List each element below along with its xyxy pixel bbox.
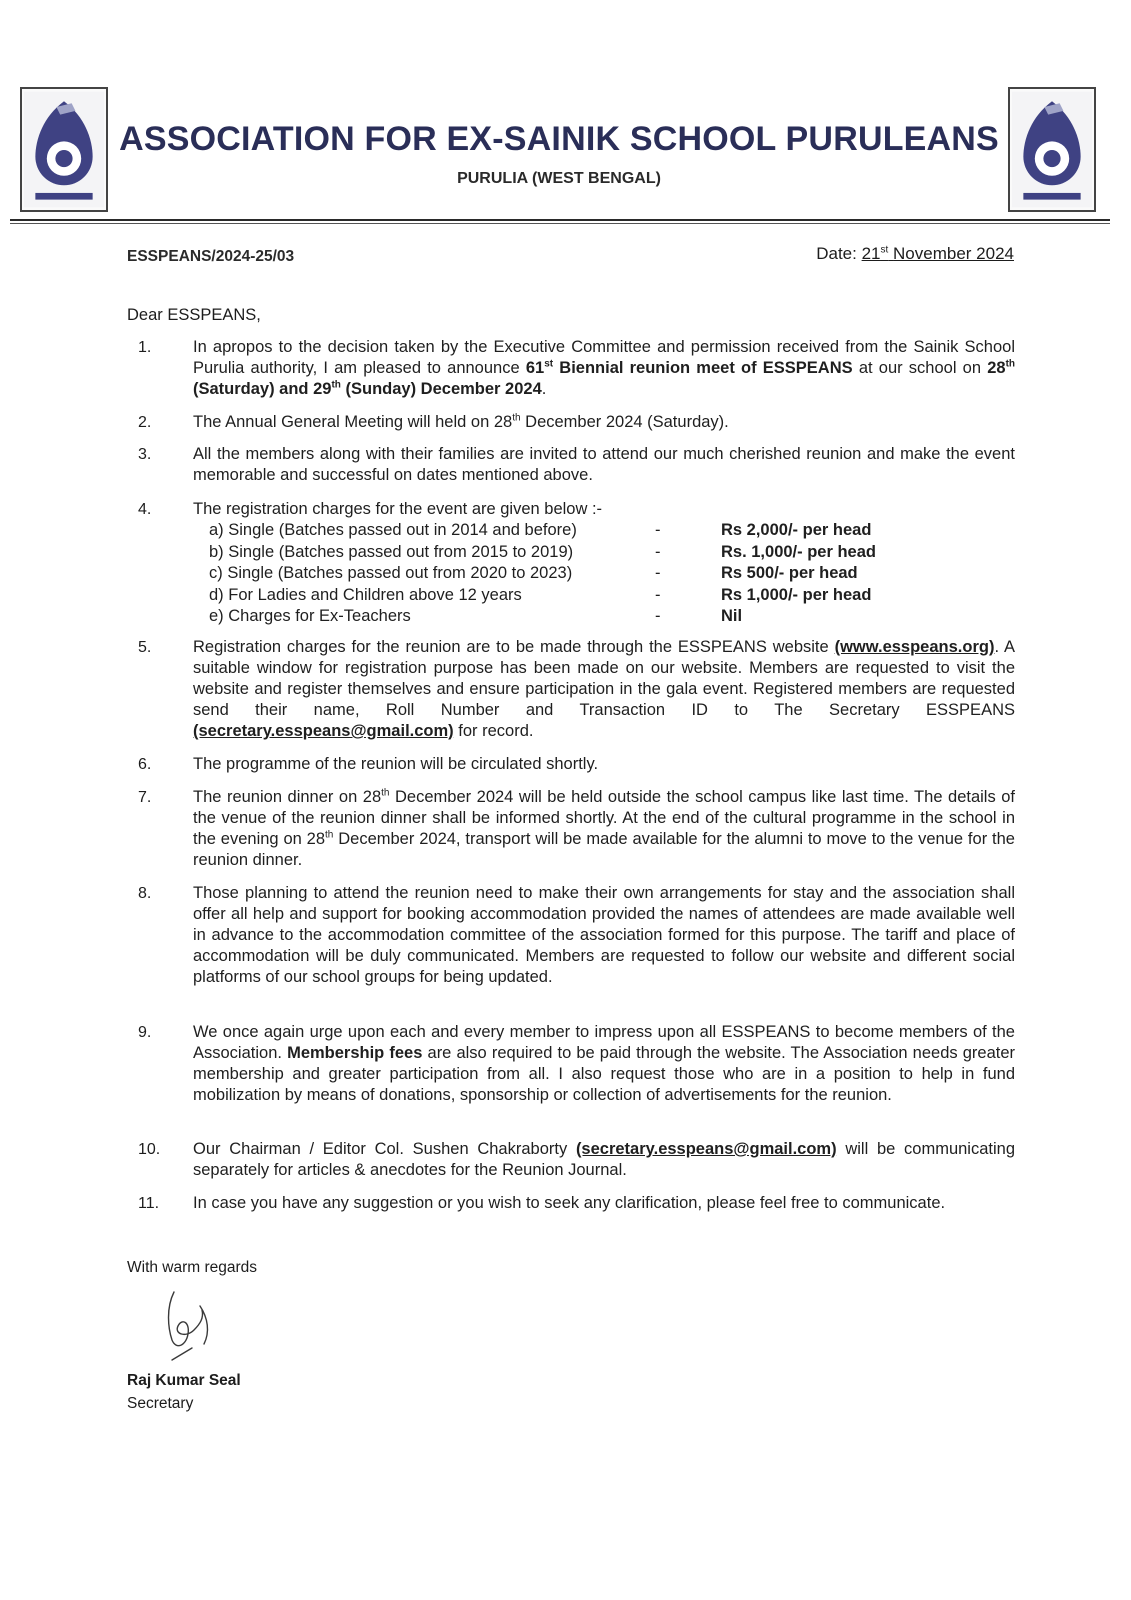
fee-label: a) Single (Batches passed out in 2014 and before) [209, 521, 577, 539]
item-text: The Annual General Meeting will held on 28th December 2024 (Saturday). [193, 412, 729, 431]
fee-row [193, 542, 1015, 564]
emblem-logo-left-icon [22, 89, 106, 210]
item-number: 11. [138, 1195, 160, 1212]
emblem-logo-right-icon [1010, 89, 1094, 210]
item-number: 9. [138, 1024, 152, 1041]
fee-dash: - [655, 564, 661, 582]
item-number: 8. [138, 885, 152, 902]
organization-location: PURULIA (WEST BENGAL) [457, 170, 661, 187]
secretary-email-link[interactable]: (secretary.esspeans@gmail.com) [193, 722, 454, 740]
signer-title: Secretary [127, 1395, 194, 1412]
item-number: 5. [138, 639, 152, 656]
fee-dash: - [655, 521, 661, 539]
website-link[interactable]: (www.esspeans.org) [834, 638, 995, 656]
item-number: 6. [138, 756, 152, 773]
date-value: 21st November 2024 [861, 244, 1014, 263]
signature-icon [152, 1288, 222, 1363]
item-number: 2. [138, 414, 152, 431]
fee-label: c) Single (Batches passed out from 2020 to 2023) [209, 564, 573, 582]
signer-name: Raj Kumar Seal [127, 1372, 241, 1389]
item-text: Those planning to attend the reunion need to make their own arrangements for stay and the association shall offer all help and support for booking accommodation provided the names of attendees are made available well in advance to the accommodation committee of the association formed for this purpose. The tariff and place of accommodation will be duly communicated. Members are requested to follow our website and different social platforms of our school groups for being updated. [193, 884, 1015, 986]
emblem-logo-right [1008, 87, 1096, 212]
fee-amount: Rs. 1,000/- per head [721, 542, 876, 561]
fee-dash: - [655, 585, 661, 604]
fee-amount: Rs 1,000/- per head [721, 585, 872, 604]
fee-row [193, 563, 1015, 585]
letter-date [700, 244, 1014, 264]
fee-amount: Nil [721, 607, 743, 625]
item-number: 1. [138, 339, 152, 356]
closing-regards: With warm regards [127, 1259, 258, 1276]
letterhead-divider [10, 219, 1110, 221]
item-number: 4. [138, 501, 152, 518]
fee-dash: - [655, 542, 661, 561]
fee-intro: The registration charges for the event are given below :- [193, 500, 603, 518]
date-label: Date: [816, 244, 857, 263]
fee-label: d) For Ladies and Children above 12 years [209, 585, 522, 604]
fee-label: e) Charges for Ex-Teachers [209, 607, 411, 625]
organization-name: ASSOCIATION FOR EX-SAINIK SCHOOL PURULEANS [119, 120, 999, 158]
item-text: Our Chairman / Editor Col. Sushen Chakraborty (secretary.esspeans@gmail.com) will be communicating separately for articles & anecdotes for the Reunion Journal. [193, 1140, 1015, 1179]
salutation: Dear ESSPEANS, [127, 306, 261, 324]
fee-row [193, 585, 1015, 607]
item-number: 7. [138, 789, 152, 806]
fee-table [193, 520, 1015, 628]
item-text: In case you have any suggestion or you wish to seek any clarification, please feel free to communicate. [193, 1194, 946, 1212]
item-text: All the members along with their families are invited to attend our much cherished reunion and make the event memorable and successful on dates mentioned above. [193, 445, 1015, 484]
reference-number: ESSPEANS/2024-25/03 [127, 248, 295, 265]
emblem-logo-left [20, 87, 108, 212]
fee-dash: - [655, 607, 661, 625]
fee-amount: Rs 2,000/- per head [721, 521, 872, 539]
item-number: 3. [138, 446, 152, 463]
item-text: In apropos to the decision taken by the Executive Committee and permission received from the Sainik School Purulia authority, I am pleased to announce 61st Biennial reunion meet of ESSPEANS at our school on 28th (Saturday) and 29th (Sunday) December 2024. [193, 338, 1016, 398]
fee-amount: Rs 500/- per head [721, 564, 858, 582]
chairman-email-link[interactable]: (secretary.esspeans@gmail.com) [575, 1140, 837, 1158]
fee-row [193, 520, 1015, 542]
fee-label: b) Single (Batches passed out from 2015 to 2019) [209, 542, 574, 561]
item-text: The reunion dinner on 28th December 2024 will be held outside the school campus like last time. The details of the venue of the reunion dinner shall be informed shortly. At the end of the cultural programme in the school in the evening on 28th December 2024, transport will be made available for the alumni to move to the venue for the reunion dinner. [193, 787, 1015, 869]
item-text [193, 499, 1015, 628]
item-text: We once again urge upon each and every member to impress upon all ESSPEANS to become members of the Association. Membership fees are also required to be paid through the website. The Association needs greater membership and greater participation from all. I also request those who are in a position to help in fund mobilization by means of donations, sponsorship or collection of advertisements for the reunion. [193, 1023, 1016, 1104]
letterhead-divider-thin [10, 223, 1110, 224]
item-number: 10. [138, 1141, 161, 1158]
item-text: Registration charges for the reunion are to be made through the ESSPEANS website (www.esspeans.org). A suitable window for registration purpose has been made on our website. Members are requested to visit the website and register themselves and ensure participation in the gala event. Registered members are requested send their name, Roll Number and Transaction ID to The Secretary ESSPEANS (secretary.esspeans@gmail.com) for record. [193, 638, 1016, 740]
item-text: The programme of the reunion will be circulated shortly. [193, 755, 599, 773]
fee-row [193, 606, 1015, 628]
